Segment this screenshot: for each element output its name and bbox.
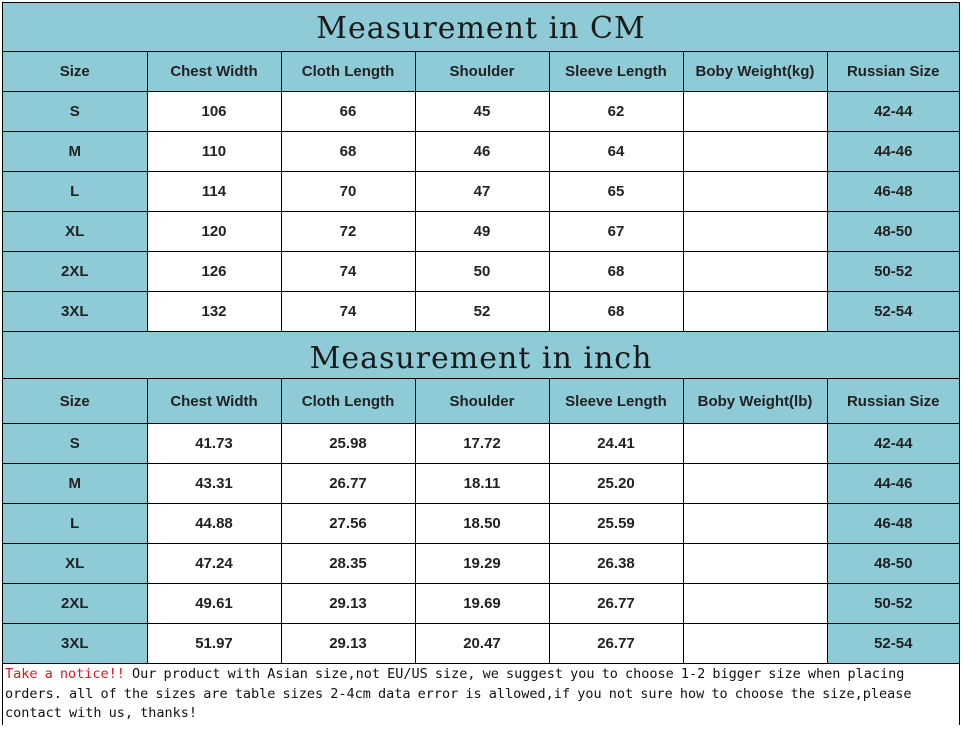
russian-size-cell: 46-48 — [827, 172, 959, 212]
russian-size-cell: 42-44 — [827, 424, 959, 464]
column-header: Cloth Length — [281, 52, 415, 92]
shoulder-cell: 46 — [415, 132, 549, 172]
sleeve-length-cell: 67 — [549, 212, 683, 252]
body-weight-cell — [683, 584, 827, 624]
table-row — [3, 624, 959, 664]
size-cell: M — [3, 464, 147, 504]
size-cell: XL — [3, 212, 147, 252]
table-row — [3, 252, 959, 292]
cm-size-table — [3, 51, 959, 332]
size-cell: 2XL — [3, 584, 147, 624]
table-row — [3, 464, 959, 504]
sleeve-length-cell: 25.20 — [549, 464, 683, 504]
body-weight-cell — [683, 292, 827, 332]
chest-width-cell: 41.73 — [147, 424, 281, 464]
russian-size-cell: 44-46 — [827, 464, 959, 504]
cm-table-body — [3, 92, 959, 332]
cloth-length-cell: 70 — [281, 172, 415, 212]
table-row — [3, 584, 959, 624]
chest-width-cell: 126 — [147, 252, 281, 292]
table-row — [3, 92, 959, 132]
shoulder-cell: 18.11 — [415, 464, 549, 504]
inch-size-table — [3, 378, 959, 664]
column-header: Shoulder — [415, 52, 549, 92]
chest-width-cell: 120 — [147, 212, 281, 252]
chest-width-cell: 110 — [147, 132, 281, 172]
sleeve-length-cell: 62 — [549, 92, 683, 132]
chest-width-cell: 51.97 — [147, 624, 281, 664]
size-cell: XL — [3, 544, 147, 584]
shoulder-cell: 49 — [415, 212, 549, 252]
table-row — [3, 544, 959, 584]
russian-size-cell: 46-48 — [827, 504, 959, 544]
column-header: Russian Size — [827, 52, 959, 92]
size-chart — [2, 2, 960, 725]
shoulder-cell: 52 — [415, 292, 549, 332]
table-row — [3, 292, 959, 332]
chest-width-cell: 47.24 — [147, 544, 281, 584]
size-cell: 3XL — [3, 292, 147, 332]
column-header: Chest Width — [147, 52, 281, 92]
cloth-length-cell: 27.56 — [281, 504, 415, 544]
size-cell: S — [3, 92, 147, 132]
column-header: Chest Width — [147, 379, 281, 424]
column-header: Size — [3, 52, 147, 92]
chest-width-cell: 114 — [147, 172, 281, 212]
sleeve-length-cell: 25.59 — [549, 504, 683, 544]
chest-width-cell: 49.61 — [147, 584, 281, 624]
column-header: Boby Weight(lb) — [683, 379, 827, 424]
size-cell: 3XL — [3, 624, 147, 664]
cloth-length-cell: 68 — [281, 132, 415, 172]
cloth-length-cell: 26.77 — [281, 464, 415, 504]
sleeve-length-cell: 65 — [549, 172, 683, 212]
size-cell: L — [3, 504, 147, 544]
shoulder-cell: 18.50 — [415, 504, 549, 544]
inch-table-body — [3, 424, 959, 664]
size-notice — [3, 663, 959, 725]
body-weight-cell — [683, 212, 827, 252]
size-cell: S — [3, 424, 147, 464]
shoulder-cell: 17.72 — [415, 424, 549, 464]
cloth-length-cell: 66 — [281, 92, 415, 132]
sleeve-length-cell: 26.77 — [549, 624, 683, 664]
russian-size-cell: 44-46 — [827, 132, 959, 172]
body-weight-cell — [683, 132, 827, 172]
body-weight-cell — [683, 92, 827, 132]
column-header: Shoulder — [415, 379, 549, 424]
notice-text: Our product with Asian size,not EU/US size, we suggest you to choose 1-2 bigger size when placing orders. all of the sizes are table sizes 2-4cm data error is allowed,if you not sure how to choose the size,please contact with us, thanks! — [5, 666, 912, 721]
shoulder-cell: 45 — [415, 92, 549, 132]
body-weight-cell — [683, 504, 827, 544]
russian-size-cell: 50-52 — [827, 584, 959, 624]
body-weight-cell — [683, 252, 827, 292]
cloth-length-cell: 28.35 — [281, 544, 415, 584]
cloth-length-cell: 74 — [281, 292, 415, 332]
table-row — [3, 212, 959, 252]
shoulder-cell: 50 — [415, 252, 549, 292]
cloth-length-cell: 72 — [281, 212, 415, 252]
table-row — [3, 424, 959, 464]
chest-width-cell: 44.88 — [147, 504, 281, 544]
column-header: Sleeve Length — [549, 379, 683, 424]
column-header: Size — [3, 379, 147, 424]
size-cell: M — [3, 132, 147, 172]
shoulder-cell: 47 — [415, 172, 549, 212]
sleeve-length-cell: 68 — [549, 292, 683, 332]
inch-table-title: Measurement in inch — [3, 331, 959, 379]
size-cell: 2XL — [3, 252, 147, 292]
cloth-length-cell: 29.13 — [281, 584, 415, 624]
cloth-length-cell: 25.98 — [281, 424, 415, 464]
notice-warning: Take a notice!! — [5, 666, 125, 682]
table-row — [3, 172, 959, 212]
column-header: Russian Size — [827, 379, 959, 424]
shoulder-cell: 19.69 — [415, 584, 549, 624]
sleeve-length-cell: 64 — [549, 132, 683, 172]
table-row — [3, 504, 959, 544]
russian-size-cell: 48-50 — [827, 212, 959, 252]
cm-table-title: Measurement in CM — [3, 3, 959, 52]
table-row — [3, 132, 959, 172]
russian-size-cell: 52-54 — [827, 292, 959, 332]
sleeve-length-cell: 26.77 — [549, 584, 683, 624]
sleeve-length-cell: 26.38 — [549, 544, 683, 584]
size-cell: L — [3, 172, 147, 212]
russian-size-cell: 48-50 — [827, 544, 959, 584]
body-weight-cell — [683, 172, 827, 212]
cloth-length-cell: 74 — [281, 252, 415, 292]
russian-size-cell: 42-44 — [827, 92, 959, 132]
cm-header-row — [3, 52, 959, 92]
russian-size-cell: 52-54 — [827, 624, 959, 664]
inch-header-row — [3, 379, 959, 424]
body-weight-cell — [683, 424, 827, 464]
cloth-length-cell: 29.13 — [281, 624, 415, 664]
column-header: Boby Weight(kg) — [683, 52, 827, 92]
sleeve-length-cell: 68 — [549, 252, 683, 292]
column-header: Sleeve Length — [549, 52, 683, 92]
column-header: Cloth Length — [281, 379, 415, 424]
chest-width-cell: 106 — [147, 92, 281, 132]
chest-width-cell: 132 — [147, 292, 281, 332]
body-weight-cell — [683, 624, 827, 664]
chest-width-cell: 43.31 — [147, 464, 281, 504]
shoulder-cell: 20.47 — [415, 624, 549, 664]
sleeve-length-cell: 24.41 — [549, 424, 683, 464]
russian-size-cell: 50-52 — [827, 252, 959, 292]
shoulder-cell: 19.29 — [415, 544, 549, 584]
body-weight-cell — [683, 464, 827, 504]
body-weight-cell — [683, 544, 827, 584]
